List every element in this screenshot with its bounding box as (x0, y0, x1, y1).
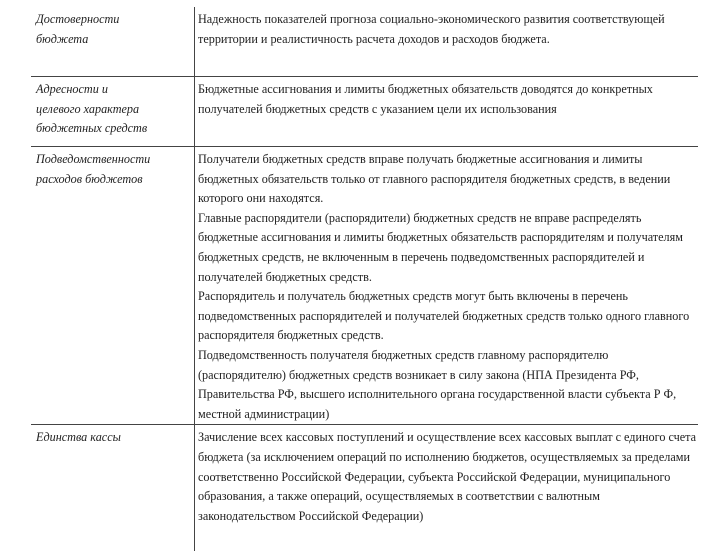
table-row (31, 77, 698, 147)
term-cell (31, 7, 195, 77)
term-cell (31, 425, 195, 551)
description-cell (195, 77, 699, 147)
term-cell (31, 147, 195, 425)
term-text: Подведомственности расходов бюджетов (36, 152, 151, 186)
description-cell (195, 7, 699, 77)
description-paragraph: Бюджетные ассигнования и лимиты бюджетных обязательств доводятся до конкретных получателей бюджетных средств с указанием цели их использования (198, 82, 653, 116)
description-paragraph: Распорядитель и получатель бюджетных средств могут быть включены в перечень подведомственных распорядителей и получателей бюджетных средств только одного главного распорядителя бюджетных средств. (198, 289, 690, 343)
table-row (31, 7, 698, 77)
description-paragraph: Зачисление всех кассовых поступлений и осуществление всех кассовых выплат с единого счета бюджета (за исключением операций по исполнению бюджетов, осуществляемых за пределами соответственно Российской Федерации, субъекта Российской Федерации, муниципального образования, а также операций, осуществляемых в соответствии с валютным законодательством Российской Федерации) (198, 430, 697, 523)
term-text: Достоверности бюджета (36, 12, 120, 46)
description-paragraph: Подведомственность получателя бюджетных средств главному распорядителю (распорядителю) бюджетных средств возникает в силу закона (НПА Президента РФ, Правительства РФ, высшего исполнительного органа государственной власти субъекта Р Ф, местной администрации) (198, 347, 677, 421)
term-text: Единства кассы (36, 430, 121, 445)
principles-table (31, 7, 698, 551)
description-cell (195, 425, 699, 551)
table-row (31, 147, 698, 425)
description-paragraph: Получатели бюджетных средств вправе получать бюджетные ассигнования и лимиты бюджетных обязательств только от главного распорядителя бюджетных средств, в ведении которого они находятся. (198, 152, 671, 206)
description-cell (195, 147, 699, 425)
table-row (31, 425, 698, 551)
term-cell (31, 77, 195, 147)
term-text: Адресности и целевого характера бюджетных средств (36, 82, 148, 136)
description-paragraph: Главные распорядители (распорядители) бюджетных средств не вправе распределять бюджетные ассигнования и лимиты бюджетных обязательств распорядителям и получателям бюджетных средств, не включенным в перечень подведомственных распорядителей и получателей бюджетных средств. (198, 210, 683, 284)
description-paragraph: Надежность показателей прогноза социально-экономического развития соответствующей территории и реалистичность расчета доходов и расходов бюджета. (198, 12, 665, 46)
